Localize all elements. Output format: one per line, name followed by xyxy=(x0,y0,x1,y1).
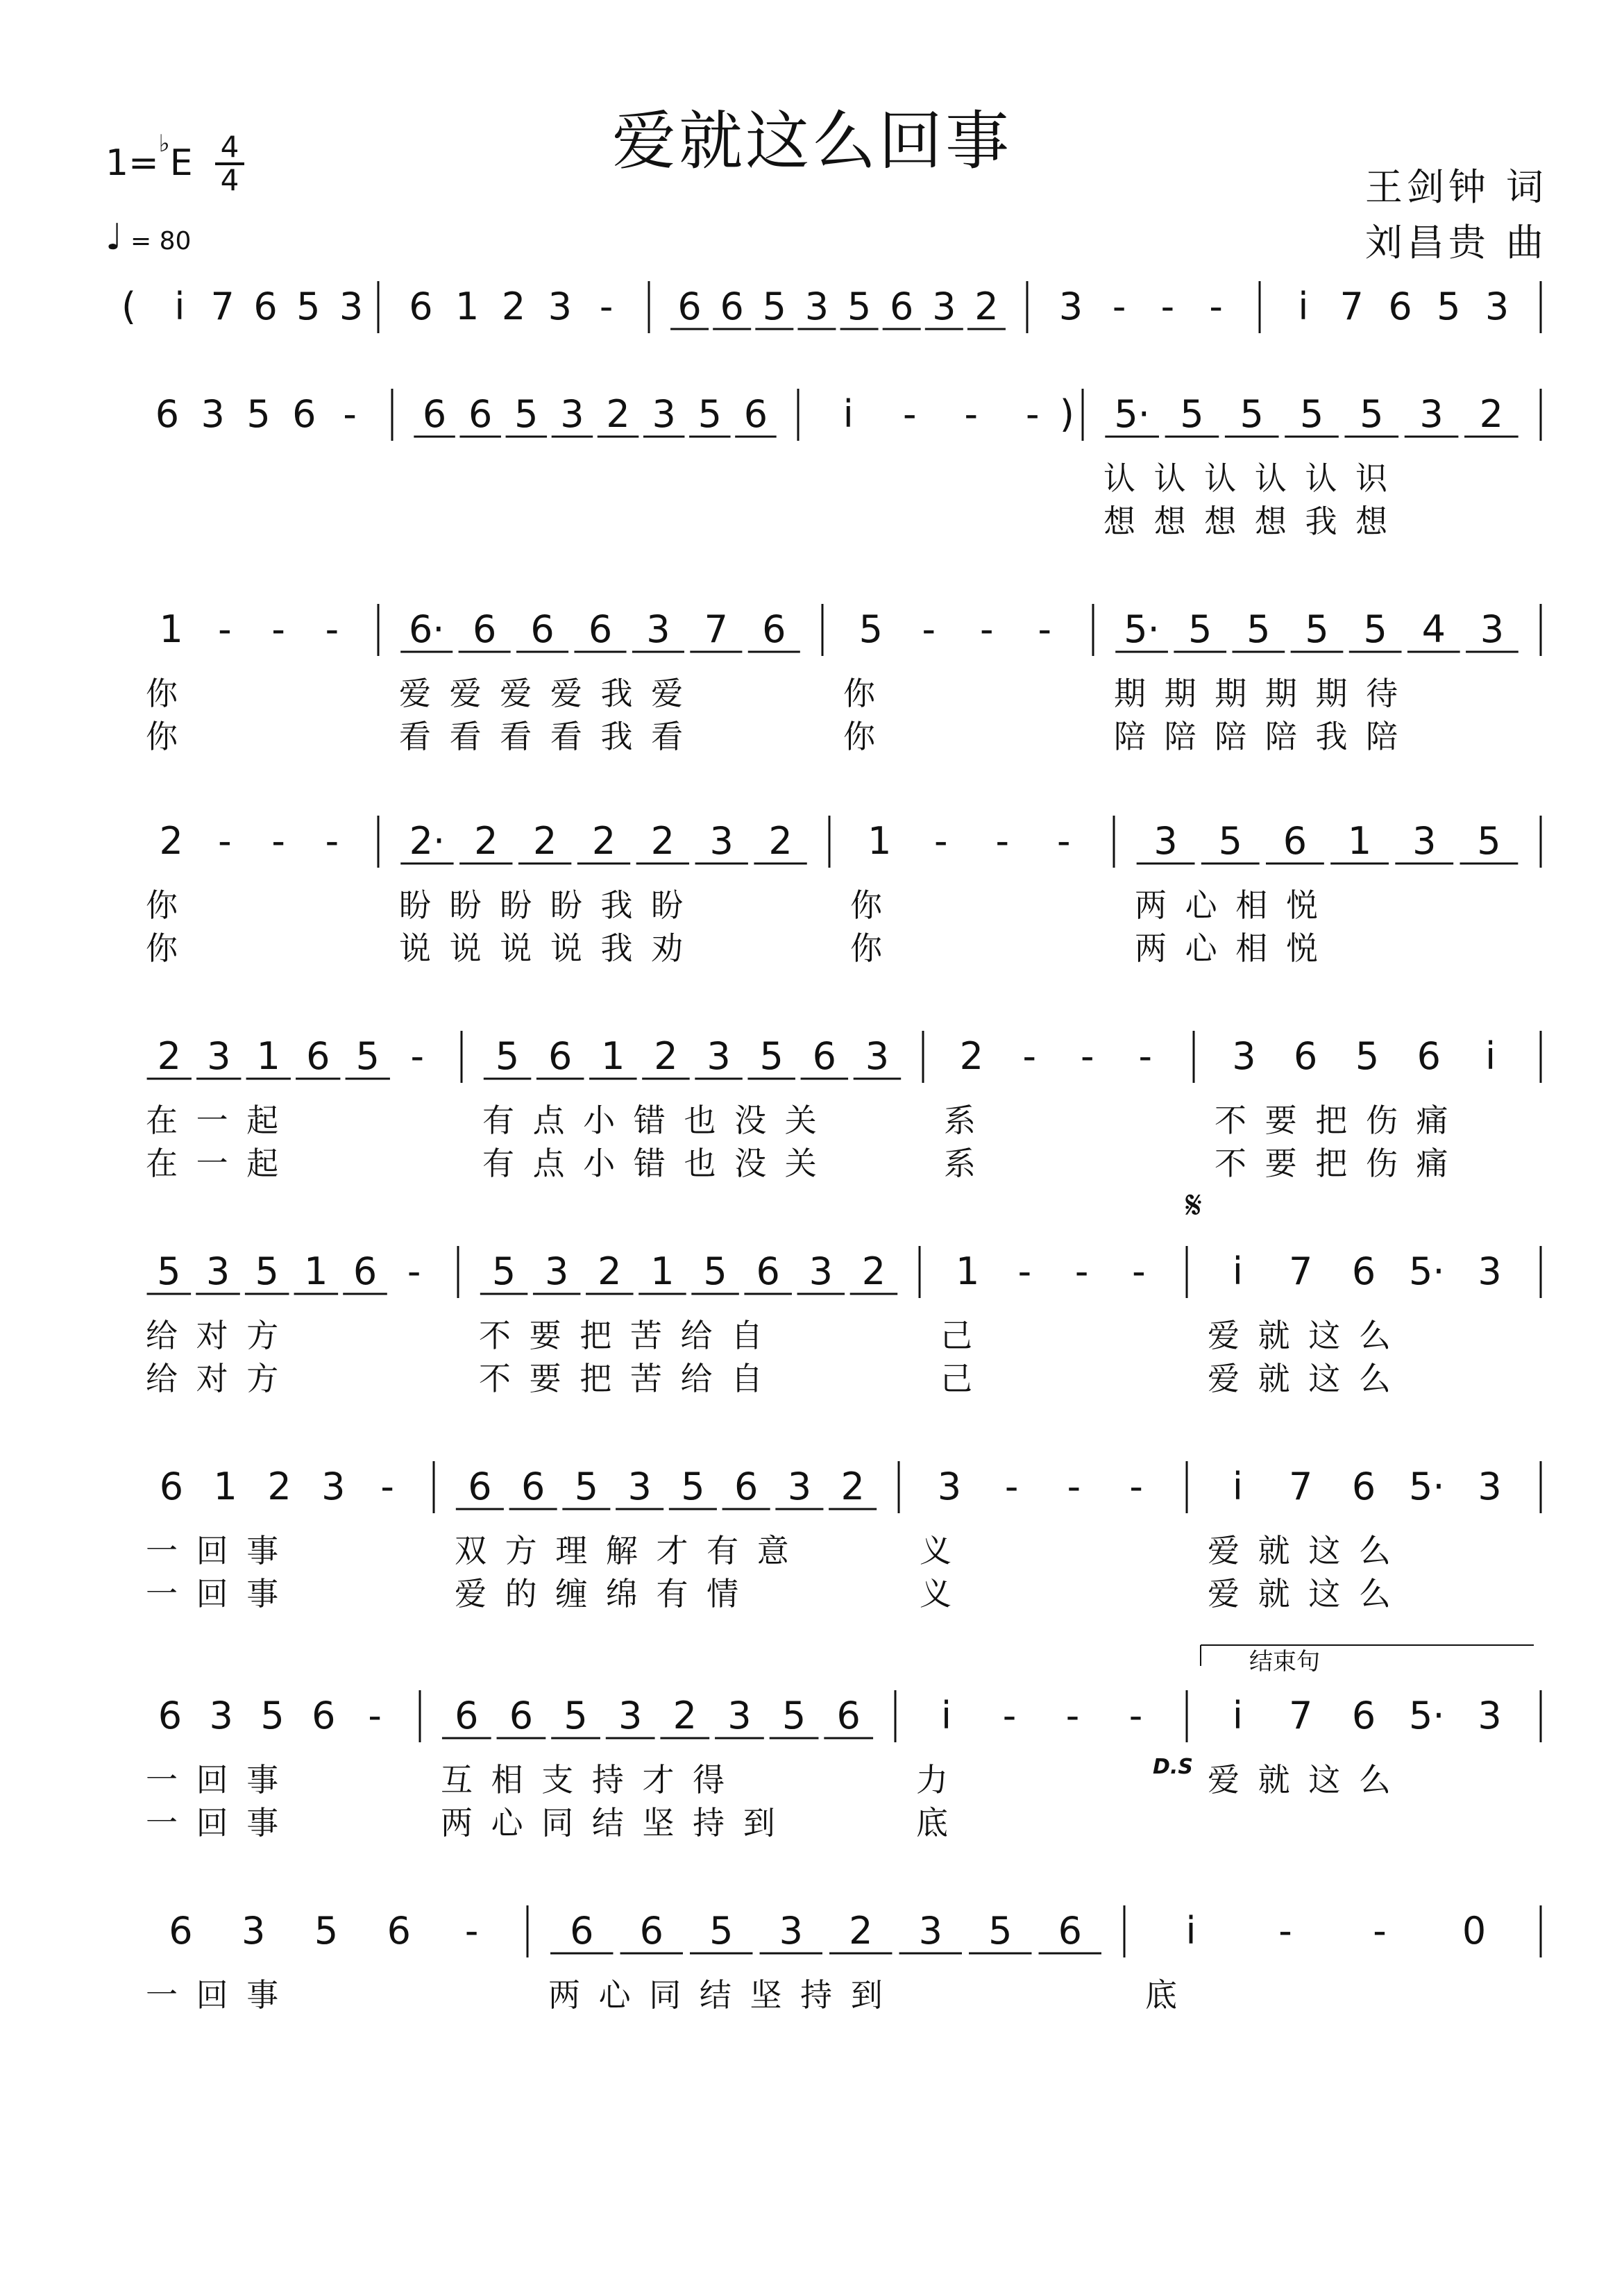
note: 3 xyxy=(804,285,829,328)
note: 5 xyxy=(847,285,872,328)
note: - xyxy=(903,392,917,436)
note: i xyxy=(174,285,185,328)
note: 6 xyxy=(468,392,493,436)
lyric-line: 看 看 看 看 我 看 xyxy=(399,718,688,755)
note: 6· xyxy=(408,607,445,651)
lyric-line: 不 要 把 苦 给 自 xyxy=(479,1360,768,1397)
note: i xyxy=(843,392,854,436)
note: 2 xyxy=(861,1249,886,1293)
lyric-line: 有 点 小 错 也 没 关 xyxy=(482,1102,821,1139)
lyric-line: 力 xyxy=(916,1761,952,1799)
note: 5 xyxy=(858,607,883,651)
note: - xyxy=(1160,285,1175,328)
note: 2 xyxy=(768,819,793,863)
note: i xyxy=(1298,285,1309,328)
lyric-line: 爱 就 这 么 xyxy=(1208,1761,1395,1799)
note: 2 xyxy=(591,819,616,863)
note: 3 xyxy=(932,285,956,328)
note: 3 xyxy=(1232,1034,1256,1078)
note: 2 xyxy=(974,285,999,328)
note: - xyxy=(1057,819,1071,863)
note: 5 xyxy=(574,1465,599,1508)
note: 6 xyxy=(312,1694,336,1737)
note: 3 xyxy=(618,1694,643,1737)
note: 6 xyxy=(306,1034,330,1078)
note: 5 xyxy=(1180,392,1204,436)
note: 6 xyxy=(548,1034,573,1078)
note: - xyxy=(1128,1694,1143,1737)
lyric-line: 一 回 事 xyxy=(146,1532,283,1569)
note: 5 xyxy=(1188,607,1212,651)
lyric-line: 期 期 期 期 期 待 xyxy=(1114,675,1403,712)
note: - xyxy=(599,285,614,328)
note: 6 xyxy=(639,1909,663,1953)
note: 6 xyxy=(409,285,433,328)
note: - xyxy=(1017,1249,1032,1293)
note: 5 xyxy=(681,1465,705,1508)
lyric-line: 有 点 小 错 也 没 关 xyxy=(482,1145,821,1182)
note: 5 xyxy=(697,392,722,436)
note: 6 xyxy=(734,1465,759,1508)
note: - xyxy=(1038,607,1051,651)
note: 5 xyxy=(296,285,321,328)
lyric-line: 爱 就 这 么 xyxy=(1208,1317,1395,1354)
note: 3 xyxy=(1480,607,1505,651)
ds-label: D.S xyxy=(1153,1755,1193,1779)
lyric-line: 在 一 起 xyxy=(146,1145,283,1182)
lyric-line: 不 要 把 伤 痛 xyxy=(1215,1102,1453,1139)
note: 6 xyxy=(890,285,914,328)
note: 5 xyxy=(1305,607,1329,651)
note: - xyxy=(271,819,285,863)
song-title: 爱就这么回事 xyxy=(611,104,1012,178)
note: 3 xyxy=(1478,1249,1502,1293)
note: 2 xyxy=(501,285,526,328)
lyric-line: 一 回 事 xyxy=(146,1804,283,1842)
note: 2 xyxy=(532,819,557,863)
note: 5 xyxy=(314,1909,339,1953)
lyric-line: 爱 就 这 么 xyxy=(1208,1360,1395,1397)
note: - xyxy=(343,392,357,436)
note: 3 xyxy=(652,392,676,436)
note: 5 xyxy=(491,1249,516,1293)
note: - xyxy=(1209,285,1223,328)
lyric-line: 不 要 把 伤 痛 xyxy=(1215,1145,1453,1182)
note: i xyxy=(940,1694,952,1737)
note: 5 xyxy=(246,392,271,436)
note: - xyxy=(1081,1034,1094,1078)
note: - xyxy=(325,819,339,863)
lyric-line: 两 心 相 悦 xyxy=(1135,929,1322,967)
note: 5 xyxy=(759,1034,784,1078)
note: 6 xyxy=(509,1694,534,1737)
note: 6 xyxy=(1283,819,1308,863)
lyric-line: 两 心 相 悦 xyxy=(1135,886,1322,924)
note: 3 xyxy=(207,1034,231,1078)
note: 5· xyxy=(1409,1694,1445,1737)
note: 6 xyxy=(1058,1909,1082,1953)
note: - xyxy=(1132,1249,1146,1293)
note: 6 xyxy=(253,285,278,328)
note: 3 xyxy=(809,1249,833,1293)
lyricist-credit: 王剑钟 词 xyxy=(1364,165,1548,209)
note: 6 xyxy=(155,392,180,436)
segno-icon: 𝄋 xyxy=(1185,1183,1203,1228)
note: 3 xyxy=(1058,285,1083,328)
note: 5 xyxy=(1246,607,1271,651)
note: - xyxy=(410,1034,424,1078)
note: 5 xyxy=(260,1694,285,1737)
note: 3 xyxy=(209,1694,233,1737)
note: 5 xyxy=(514,392,539,436)
note: 5 xyxy=(564,1694,588,1737)
note: 6 xyxy=(530,607,555,651)
note: 1 xyxy=(868,819,892,863)
note: - xyxy=(464,1909,479,1953)
note: 2 xyxy=(157,1034,181,1078)
note: 2 xyxy=(606,392,630,436)
note: - xyxy=(1026,392,1040,436)
key-tonic: E xyxy=(169,142,193,184)
lyric-line: 盼 盼 盼 盼 我 盼 xyxy=(399,886,688,924)
note: - xyxy=(218,819,232,863)
note: 6 xyxy=(1416,1034,1441,1078)
note: 1 xyxy=(256,1034,280,1078)
lyric-line: 你 xyxy=(850,886,886,924)
note: - xyxy=(1067,1465,1081,1508)
note: - xyxy=(934,819,948,863)
note: 5· xyxy=(1114,392,1150,436)
lyric-line: 系 xyxy=(944,1102,980,1139)
note: 6 xyxy=(570,1909,594,1953)
note: 1 xyxy=(650,1249,675,1293)
note: 5 xyxy=(1218,819,1242,863)
note: i xyxy=(1185,1909,1196,1953)
note: 6 xyxy=(588,607,613,651)
ending-label: 结束句 xyxy=(1249,1648,1320,1676)
note: 2 xyxy=(159,819,183,863)
note: 3 xyxy=(321,1465,346,1508)
note: 3 xyxy=(1153,819,1178,863)
tempo-value: = 80 xyxy=(130,227,192,255)
note: 3 xyxy=(937,1465,962,1508)
note: - xyxy=(1002,1694,1017,1737)
note: 6 xyxy=(353,1249,378,1293)
lyric-line: 一 回 事 xyxy=(146,1575,283,1612)
note: 6 xyxy=(387,1909,411,1953)
note: 6 xyxy=(1351,1465,1376,1508)
note: 6 xyxy=(292,392,316,436)
note: - xyxy=(368,1694,382,1737)
note: - xyxy=(1065,1694,1080,1737)
note: - xyxy=(1074,1249,1089,1293)
note: 6 xyxy=(422,392,447,436)
note: 1 xyxy=(601,1034,625,1078)
note: 5· xyxy=(1409,1465,1445,1508)
note: 6 xyxy=(720,285,744,328)
meter-numerator: 4 xyxy=(220,130,239,164)
note: 2 xyxy=(598,1249,622,1293)
note: 3 xyxy=(1485,285,1509,328)
note: 7 xyxy=(1289,1465,1313,1508)
note: 3 xyxy=(201,392,225,436)
note: 3 xyxy=(205,1249,230,1293)
note: 6 xyxy=(159,1465,184,1508)
note: 6 xyxy=(756,1249,780,1293)
note: 1 xyxy=(455,285,480,328)
note: 3 xyxy=(1478,1465,1502,1508)
note: 6 xyxy=(1388,285,1412,328)
note: i xyxy=(1485,1034,1496,1078)
note: - xyxy=(1138,1034,1152,1078)
lyric-line: 说 说 说 说 我 劝 xyxy=(399,929,688,967)
lyric-line: 你 xyxy=(146,718,182,755)
key-prefix: 1= xyxy=(105,142,159,184)
note: 7 xyxy=(1289,1249,1313,1293)
lyric-line: 你 xyxy=(850,929,886,967)
note: 3 xyxy=(709,819,734,863)
lyric-line: 你 xyxy=(843,718,879,755)
note: 7 xyxy=(1289,1694,1313,1737)
note: 6 xyxy=(1351,1249,1376,1293)
note: 5 xyxy=(709,1909,734,1953)
lyric-line: 认 认 认 认 认 识 xyxy=(1103,460,1392,497)
lyric-line: 义 xyxy=(920,1575,956,1612)
note: 5 xyxy=(1477,819,1501,863)
lyric-line: 系 xyxy=(944,1145,980,1182)
lyric-line: 底 xyxy=(916,1804,952,1842)
note: 1 xyxy=(159,607,183,651)
note: 5 xyxy=(355,1034,380,1078)
note: 2 xyxy=(673,1694,697,1737)
note: - xyxy=(1022,1034,1036,1078)
note: 5 xyxy=(703,1249,727,1293)
note: 5 xyxy=(1363,607,1387,651)
note: - xyxy=(964,392,978,436)
note: 6 xyxy=(762,607,786,651)
note: 6 xyxy=(468,1465,492,1508)
lyric-line: 双 方 理 解 才 有 意 xyxy=(455,1532,793,1569)
lyric-line: 两 心 同 结 坚 持 到 xyxy=(441,1804,779,1842)
note: - xyxy=(218,607,232,651)
note: 6 xyxy=(1351,1694,1376,1737)
note: 3 xyxy=(560,392,584,436)
note: 6 xyxy=(455,1694,479,1737)
note: 6 xyxy=(677,285,702,328)
close-paren: ) xyxy=(1059,392,1074,436)
lyric-line: 底 xyxy=(1145,1976,1181,2014)
note: - xyxy=(1112,285,1126,328)
note: 2 xyxy=(849,1909,873,1953)
note: 2 xyxy=(650,819,675,863)
lyric-line: 一 回 事 xyxy=(146,1761,283,1799)
note: 5 xyxy=(988,1909,1013,1953)
note: 3 xyxy=(339,285,364,328)
lyric-line: 爱 就 这 么 xyxy=(1208,1532,1395,1569)
note: 3 xyxy=(242,1909,266,1953)
note: - xyxy=(407,1249,421,1293)
note: - xyxy=(1004,1465,1019,1508)
note: 1 xyxy=(1347,819,1372,863)
note: 4 xyxy=(1421,607,1446,651)
composer-credit: 刘昌贵 曲 xyxy=(1364,221,1548,264)
note: 5 xyxy=(1299,392,1324,436)
note: - xyxy=(271,607,285,651)
lyric-line: 你 xyxy=(146,886,182,924)
lyric-line: 互 相 支 持 才 得 xyxy=(441,1761,729,1799)
note: - xyxy=(922,607,936,651)
note: 5 xyxy=(762,285,786,328)
lyric-line: 爱 爱 爱 爱 我 爱 xyxy=(399,675,688,712)
meter-denominator: 4 xyxy=(215,162,244,196)
lyric-line: 给 对 方 xyxy=(146,1360,283,1397)
flat-sign: ♭ xyxy=(158,130,170,158)
note: - xyxy=(1129,1465,1143,1508)
note: 1 xyxy=(213,1465,237,1508)
lyric-line: 爱 就 这 么 xyxy=(1208,1575,1395,1612)
note: 6 xyxy=(169,1909,193,1953)
note: 7 xyxy=(210,285,235,328)
lyric-line: 想 想 想 想 我 想 xyxy=(1103,503,1392,540)
note: 5 xyxy=(255,1249,279,1293)
lyric-line: 陪 陪 陪 陪 我 陪 xyxy=(1114,718,1403,755)
note: 3 xyxy=(707,1034,731,1078)
note: 3 xyxy=(646,607,670,651)
note: i xyxy=(1232,1694,1243,1737)
lyric-line: 两 心 同 结 坚 持 到 xyxy=(548,1976,887,2014)
lyric-line: 你 xyxy=(146,929,182,967)
lyric-line: 在 一 起 xyxy=(146,1102,283,1139)
note: 0 xyxy=(1462,1909,1487,1953)
lyric-line: 你 xyxy=(843,675,879,712)
lyric-line: 己 xyxy=(940,1360,976,1397)
note: - xyxy=(980,607,994,651)
note: 1 xyxy=(955,1249,980,1293)
lyric-line: 不 要 把 苦 给 自 xyxy=(479,1317,768,1354)
note: 3 xyxy=(918,1909,942,1953)
lyric-line: 义 xyxy=(920,1532,956,1569)
note: 7 xyxy=(1339,285,1364,328)
note: i xyxy=(1232,1249,1243,1293)
note: 6 xyxy=(836,1694,861,1737)
note: 3 xyxy=(545,1249,569,1293)
note: - xyxy=(995,819,1009,863)
lyric-line: 你 xyxy=(146,675,182,712)
note: 5 xyxy=(781,1694,806,1737)
note: 5 xyxy=(1437,285,1461,328)
open-paren: ( xyxy=(121,285,137,328)
note: 2 xyxy=(1479,392,1504,436)
note: 5 xyxy=(1360,392,1384,436)
note: 2· xyxy=(409,819,446,863)
note: 2 xyxy=(654,1034,678,1078)
note: 7 xyxy=(704,607,729,651)
note: 2 xyxy=(840,1465,865,1508)
quarter-note-icon: ♩ xyxy=(105,217,123,258)
note: 3 xyxy=(779,1909,803,1953)
note: - xyxy=(1278,1909,1292,1953)
note: 3 xyxy=(1412,819,1437,863)
note: 6 xyxy=(472,607,497,651)
note: 6 xyxy=(812,1034,836,1078)
note: - xyxy=(380,1465,394,1508)
note: - xyxy=(1373,1909,1387,1953)
note: 6 xyxy=(521,1465,545,1508)
note: 2 xyxy=(959,1034,983,1078)
note: 5· xyxy=(1124,607,1160,651)
note: 6 xyxy=(158,1694,183,1737)
note: 3 xyxy=(1478,1694,1502,1737)
note: 3 xyxy=(865,1034,890,1078)
note: 5 xyxy=(1240,392,1264,436)
note: 3 xyxy=(787,1465,812,1508)
note: 2 xyxy=(474,819,498,863)
note: 3 xyxy=(727,1694,752,1737)
note: 5 xyxy=(495,1034,520,1078)
note: 1 xyxy=(304,1249,328,1293)
note: 3 xyxy=(548,285,572,328)
note: 5· xyxy=(1409,1249,1445,1293)
note: 5 xyxy=(1355,1034,1380,1078)
note: 6 xyxy=(1294,1034,1318,1078)
lyric-line: 一 回 事 xyxy=(146,1976,283,2014)
note: 5 xyxy=(157,1249,181,1293)
lyric-line: 给 对 方 xyxy=(146,1317,283,1354)
note: 6 xyxy=(743,392,768,436)
note: 2 xyxy=(267,1465,291,1508)
lyric-line: 爱 的 缠 绵 有 情 xyxy=(455,1575,743,1612)
note: 3 xyxy=(1419,392,1444,436)
note: - xyxy=(325,607,339,651)
lyric-line: 己 xyxy=(940,1317,976,1354)
note: 3 xyxy=(627,1465,652,1508)
note: i xyxy=(1232,1465,1243,1508)
